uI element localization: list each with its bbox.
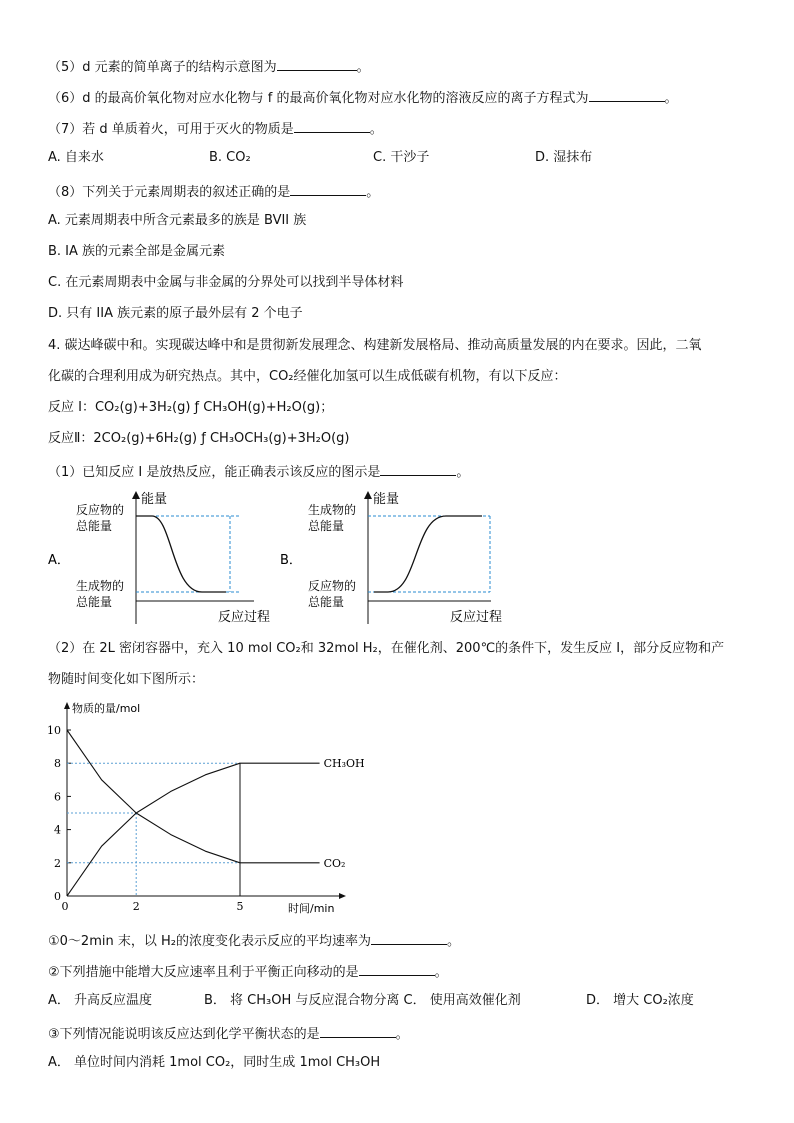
diagram-a-ylabel: 能量 [141,492,168,507]
question-7-tail: 。 [369,122,383,137]
qb-option-a: A． 升高反应温度 [48,993,153,1008]
question-b [48,961,448,982]
qb-option-d: D． 增大 CO₂浓度 [586,993,694,1008]
question-5 [48,56,370,77]
diagram-a-xlabel: 反应过程 [218,610,271,625]
diagram-b-curve [374,516,482,592]
answer-blank[interactable] [589,87,665,102]
diagram-a-bottom-label-2: 总能量 [76,595,113,609]
qb-option-bc: B． 将 CH₃OH 与反应混合物分离 C． 使用高效催化剂 [204,993,521,1008]
question-4-line1: 4. 碳达峰碳中和。实现碳达峰中和是贯彻新发展理念、构建新发展格局、推动高质量发展的内在要求。因此，二氧 [48,338,702,353]
question-6-text: （6）d 的最高价氧化物对应水化物与 f 的最高价氧化物对应水化物的溶液反应的离子方程式为 [48,91,589,106]
answer-blank[interactable] [294,118,370,133]
subquestion-2-line1: （2）在 2L 密闭容器中，充入 10 mol CO₂和 32mol H₂，在催化剂、200℃的条件下，发生反应 I，部分反应物和产 [48,641,725,656]
chart-x-tick-label: 2 [132,900,140,913]
amount-time-chart [40,696,365,918]
question-8-text: （8）下列关于元素周期表的叙述正确的是 [48,185,291,200]
reaction-2: 反应Ⅱ：2CO₂(g)+6H₂(g) ƒ CH₃OCH₃(g)+3H₂O(g) [48,431,350,446]
question-4-line2: 化碳的合理利用成为研究热点。其中，CO₂经催化加氢可以生成低碳有机物，有以下反应： [48,369,567,384]
question-a-tail: 。 [446,934,460,949]
diagram-b-y-arrow [364,491,372,499]
answer-blank[interactable] [359,961,435,976]
diagram-a-top-label-1: 反应物的 [76,503,125,517]
question-7 [48,118,383,139]
qc-option-a: A． 单位时间内消耗 1mol CO₂，同时生成 1mol CH₃OH [48,1055,381,1070]
q8-option-b: B. IA 族的元素全部是金属元素 [48,244,226,259]
chart-y-tick-label: 8 [54,757,61,771]
diagram-a-bottom-label-1: 生成物的 [76,579,125,593]
energy-diagram-b [276,488,506,628]
diagram-b-top-label-1: 生成物的 [308,503,357,517]
question-5-text: （5）d 元素的简单离子的结构示意图为 [48,60,277,75]
q8-option-d: D. 只有 IIA 族元素的原子最外层有 2 个电子 [48,306,303,321]
subquestion-1-tail: 。 [456,465,470,480]
subquestion-1 [48,461,469,482]
chart-y-tick-label: 10 [47,724,61,737]
q8-option-c: C. 在元素周期表中金属与非金属的分界处可以找到半导体材料 [48,275,404,290]
answer-blank[interactable] [320,1023,396,1038]
chart-y-axis-arrow [64,702,70,709]
chart-xlabel: 时间/min [288,902,335,915]
chart-y-tick-label: 6 [54,790,61,804]
answer-blank[interactable] [380,461,456,476]
diagram-b-top-label-2: 总能量 [308,519,345,533]
reaction-1: 反应 I：CO₂(g)+3H₂(g) ƒ CH₃OH(g)+H₂O(g)； [48,400,334,415]
diagram-b-xlabel: 反应过程 [450,610,503,625]
question-a-text: ①0～2min 末，以 H₂的浓度变化表示反应的平均速率为 [48,934,371,949]
question-b-text: ②下列措施中能增大反应速率且利于平衡正向移动的是 [48,965,359,980]
question-7-text: （7）若 d 单质着火，可用于灭火的物质是 [48,122,294,137]
chart-ylabel: 物质的量/mol [72,702,141,715]
question-8-tail: 。 [366,185,380,200]
chart-marks [47,701,365,915]
diagram-b-bottom-label-2: 总能量 [308,595,345,609]
diagram-a-y-arrow [132,491,140,499]
chart-y-tick-label: 2 [54,856,61,870]
subquestion-1-text: （1）已知反应 I 是放热反应，能正确表示该反应的图示是 [48,465,381,480]
chart-x-axis-arrow [339,893,346,899]
q7-option-b: B. CO₂ [209,150,251,165]
question-6-tail: 。 [664,91,678,106]
chart-y-tick-label: 4 [54,823,61,837]
question-a [48,930,460,951]
diagram-b-option: B． [280,553,302,568]
chart-series-label: CH₃OH [323,757,365,771]
question-6 [48,87,678,108]
question-c-text: ③下列情况能说明该反应达到化学平衡状态的是 [48,1027,320,1042]
question-c [48,1023,409,1044]
chart-series-label: CO₂ [323,856,346,870]
q7-option-a: A. 自来水 [48,150,104,165]
answer-blank[interactable] [290,181,366,196]
diagram-b-bottom-label-1: 反应物的 [308,579,357,593]
diagram-a-option: A． [48,553,70,568]
answer-blank[interactable] [277,56,357,71]
q7-option-c: C. 干沙子 [373,150,430,165]
question-b-tail: 。 [434,965,448,980]
diagram-a-top-label-2: 总能量 [76,519,113,533]
diagram-b-ylabel: 能量 [373,492,400,507]
subquestion-2-line2: 物随时间变化如下图所示： [48,672,205,687]
question-8 [48,181,379,202]
chart-y-tick-label: 0 [54,890,61,903]
q8-option-a: A. 元素周期表中所含元素最多的族是 BVII 族 [48,213,307,228]
answer-blank[interactable] [371,930,447,945]
q7-option-d: D. 湿抹布 [535,150,593,165]
question-c-tail: 。 [395,1027,409,1042]
diagram-a-curve [136,516,226,592]
chart-x-tick-label: 5 [236,900,244,913]
question-5-tail: 。 [356,60,370,75]
energy-diagram-a [44,488,271,628]
chart-x-tick-label: 0 [61,900,69,913]
